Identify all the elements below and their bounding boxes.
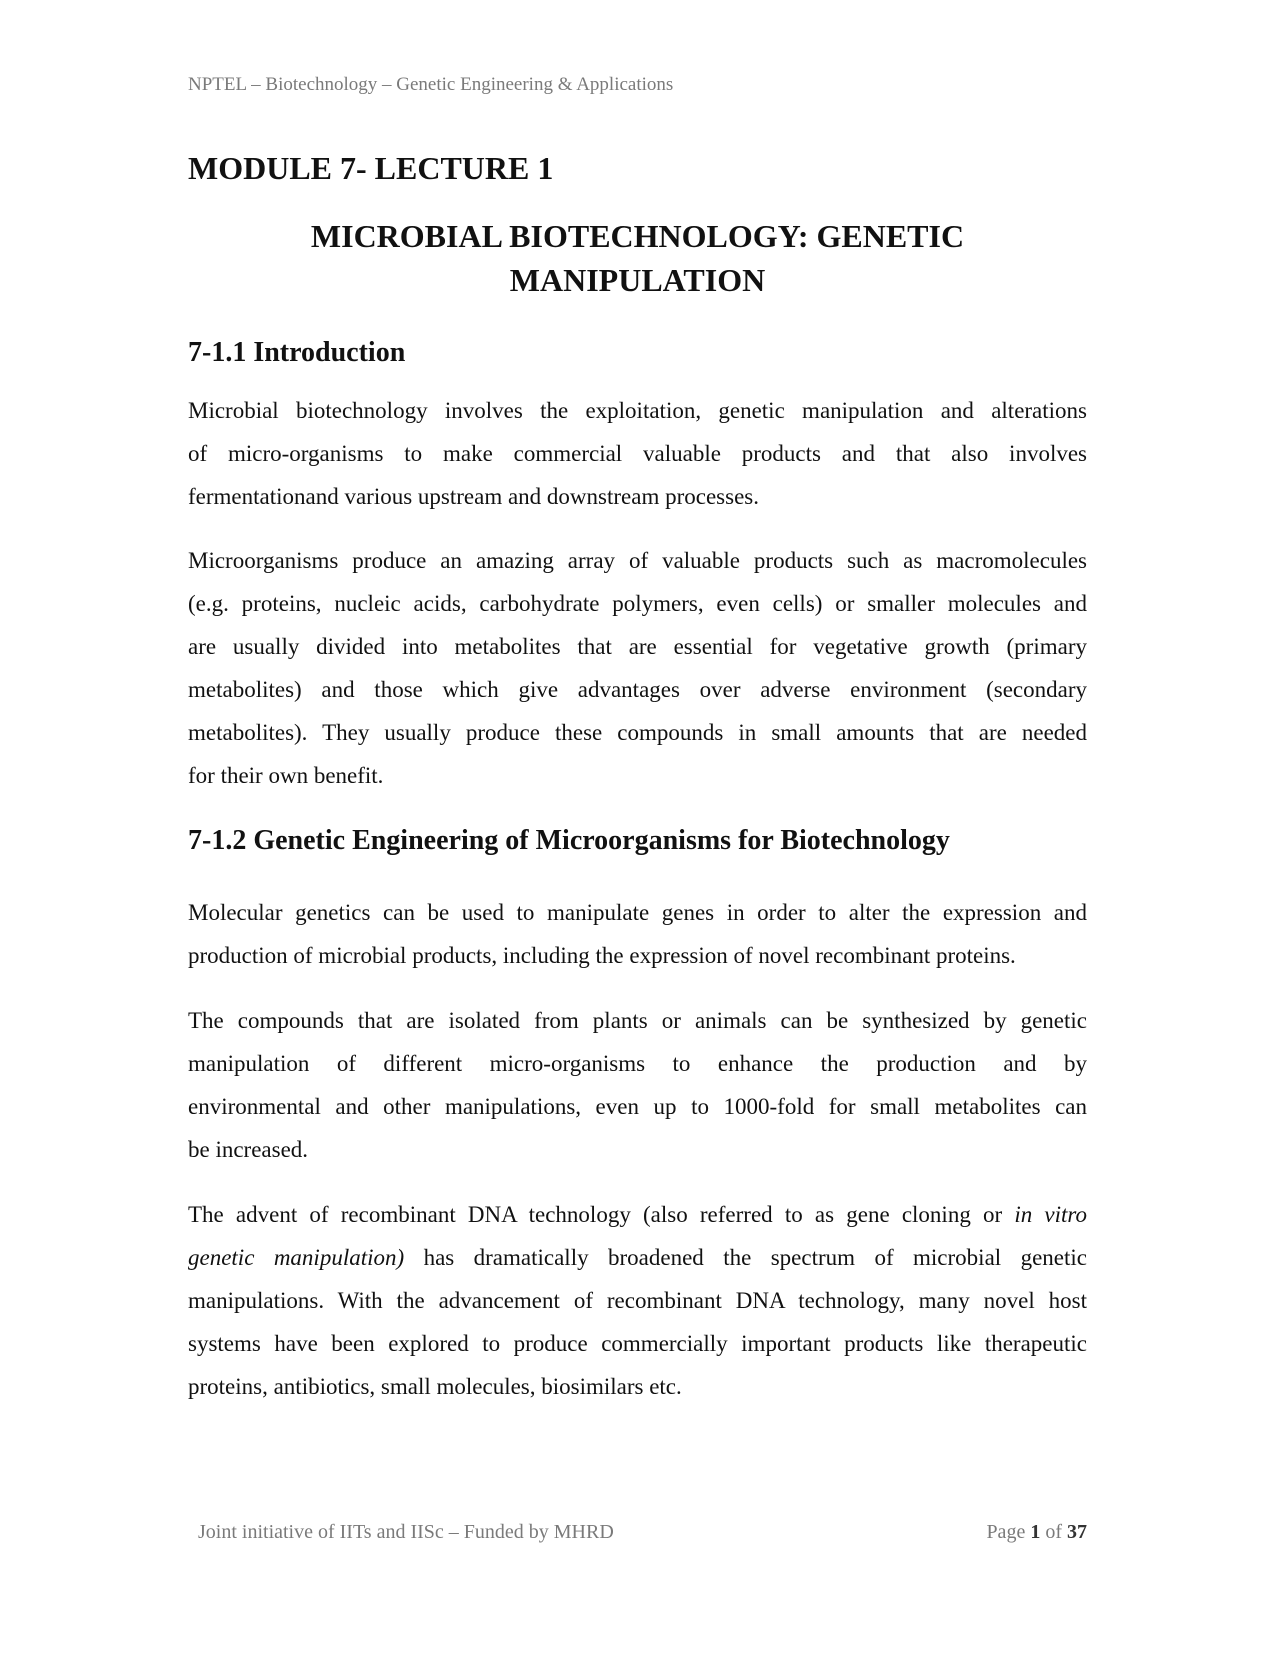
paragraph-line: Microbial biotechnology involves the exploitation, genetic manipulation and alterations [188,398,1087,423]
italic-term: genetic manipulation) [188,1245,405,1270]
paragraph-intro-1 [188,389,1087,518]
lecture-title-line-1: MICROBIAL BIOTECHNOLOGY: GENETIC [310,218,965,254]
section-heading-genetic-engineering: 7-1.2 Genetic Engineering of Microorganisms for Biotechnology [188,825,950,856]
running-header: NPTEL – Biotechnology – Genetic Engineering & Applications [188,74,674,95]
paragraph-line: be increased. [188,1137,309,1162]
page-total: 37 [1067,1521,1087,1543]
paragraph-line: environmental and other manipulations, even up to 1000-fold for small metabolites can [188,1094,1087,1119]
italic-term: in vitro [1014,1202,1087,1227]
paragraph-line: (e.g. proteins, nucleic acids, carbohydrate polymers, even cells) or smaller molecules and [188,591,1087,616]
paragraph-genetic-3 [188,1193,1087,1408]
page-prefix: Page [986,1521,1031,1543]
page-of: of [1040,1521,1067,1543]
paragraph-intro-2 [188,539,1087,797]
paragraph-line: metabolites) and those which give advantages over adverse environment (secondary [188,677,1087,702]
paragraph-line: metabolites). They usually produce these compounds in small amounts that are needed [188,720,1087,745]
paragraph-line [188,1236,1087,1279]
paragraph-line: The compounds that are isolated from plants or animals can be synthesized by genetic [188,1008,1087,1033]
paragraph-line [188,1193,1087,1236]
paragraph-line: systems have been explored to produce commercially important products like therapeutic [188,1331,1087,1356]
page-number [986,1521,1087,1544]
paragraph-line: for their own benefit. [188,763,384,788]
paragraph-genetic-1 [188,891,1087,977]
paragraph-line: of micro-organisms to make commercial valuable products and that also involves [188,441,1087,466]
paragraph-line: manipulation of different micro-organisms to enhance the production and by [188,1051,1087,1076]
paragraph-line: fermentationand various upstream and downstream processes. [188,484,759,509]
paragraph-genetic-2 [188,999,1087,1171]
paragraph-text: has dramatically broadened the spectrum of microbial genetic [404,1245,1087,1270]
page-current: 1 [1030,1521,1041,1543]
paragraph-line: manipulations. With the advancement of recombinant DNA technology, many novel host [188,1288,1087,1313]
module-title: MODULE 7- LECTURE 1 [188,150,554,186]
lecture-title [188,214,1087,302]
paragraph-text: The advent of recombinant DNA technology (also referred to as gene cloning or [188,1202,1015,1227]
lecture-title-line-2: MANIPULATION [509,262,766,298]
section-heading-introduction: 7-1.1 Introduction [188,337,406,368]
paragraph-line: proteins, antibiotics, small molecules, biosimilars etc. [188,1374,682,1399]
paragraph-line: Molecular genetics can be used to manipulate genes in order to alter the expression and [188,900,1087,925]
footer-credit: Joint initiative of IITs and IISc – Funded by MHRD [198,1521,614,1543]
paragraph-line: are usually divided into metabolites that are essential for vegetative growth (primary [188,634,1087,659]
paragraph-line: Microorganisms produce an amazing array of valuable products such as macromolecules [188,548,1087,573]
paragraph-line: production of microbial products, including the expression of novel recombinant proteins. [188,943,1016,968]
